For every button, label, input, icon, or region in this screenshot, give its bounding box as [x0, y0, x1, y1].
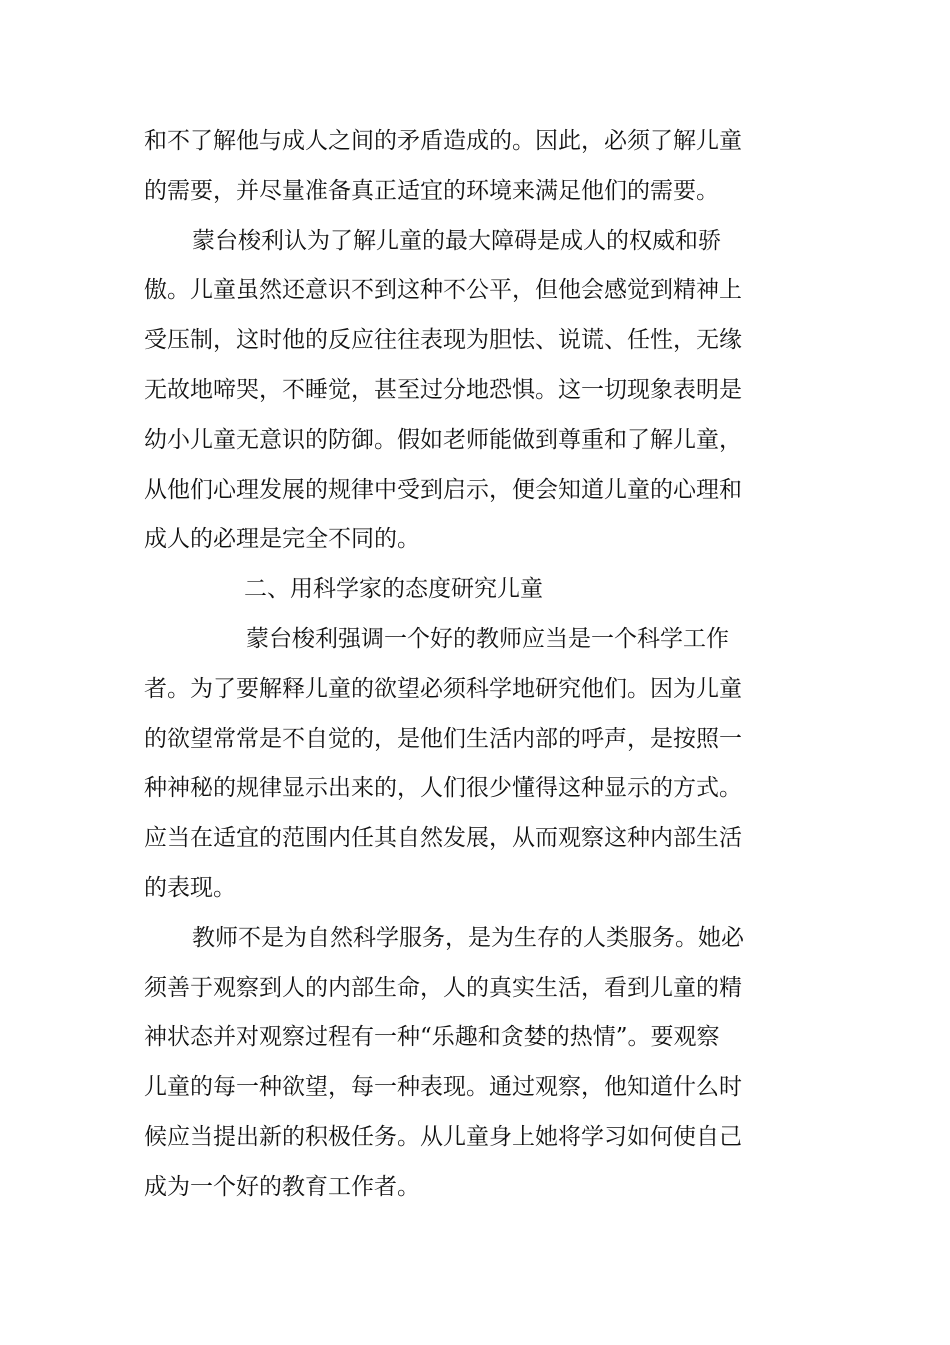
paragraph-line: 种神秘的规律显示出来的，人们很少懂得这种显示的方式。 — [144, 775, 742, 802]
paragraph-line: 无故地啼哭，不睡觉，甚至过分地恐惧。这一切现象表明是 — [144, 376, 742, 403]
paragraph-line: 傲。儿童虽然还意识不到这种不公平，但他会感觉到精神上 — [144, 277, 742, 304]
paragraph-line: 的需要，并尽量准备真正适宜的环境来满足他们的需要。 — [144, 177, 719, 204]
paragraph-line: 从他们心理发展的规律中受到启示，便会知道儿童的心理和 — [144, 476, 742, 503]
paragraph-line: 的表现。 — [144, 874, 236, 901]
section-heading: 二、用科学家的态度研究儿童 — [244, 576, 543, 603]
paragraph-line: 须善于观察到人的内部生命，人的真实生活，看到儿童的精 — [144, 974, 742, 1001]
paragraph-line: 蒙台梭利强调一个好的教师应当是一个科学工作 — [246, 625, 729, 652]
paragraph-line: 候应当提出新的积极任务。从儿童身上她将学习如何使自己 — [144, 1123, 742, 1150]
paragraph-line: 者。为了要解释儿童的欲望必须科学地研究他们。因为儿童 — [144, 675, 742, 702]
paragraph-line: 蒙台梭利认为了解儿童的最大障碍是成人的权威和骄 — [192, 227, 721, 254]
paragraph-line: 应当在适宜的范围内任其自然发展，从而观察这种内部生活 — [144, 825, 742, 852]
paragraph-line: 的欲望常常是不自觉的，是他们生活内部的呼声，是按照一 — [144, 725, 742, 752]
paragraph-line: 受压制，这时他的反应往往表现为胆怯、说谎、任性，无缘 — [144, 327, 742, 354]
body-text — [144, 117, 764, 1213]
paragraph-line: 幼小儿童无意识的防御。假如老师能做到尊重和了解儿童， — [144, 426, 742, 453]
paragraph-line: 和不了解他与成人之间的矛盾造成的。因此，必须了解儿童 — [144, 128, 742, 154]
paragraph-line: 儿童的每一种欲望，每一种表现。通过观察，他知道什么时 — [144, 1074, 742, 1101]
paragraph-line: 成人的必理是完全不同的。 — [144, 526, 420, 553]
paragraph-line: 教师不是为自然科学服务，是为生存的人类服务。她必 — [192, 924, 744, 951]
paragraph-line: 成为一个好的教育工作者。 — [144, 1173, 420, 1200]
paragraph-line: 神状态并对观察过程有一种“乐趣和贪婪的热情”。要观察 — [144, 1024, 720, 1051]
